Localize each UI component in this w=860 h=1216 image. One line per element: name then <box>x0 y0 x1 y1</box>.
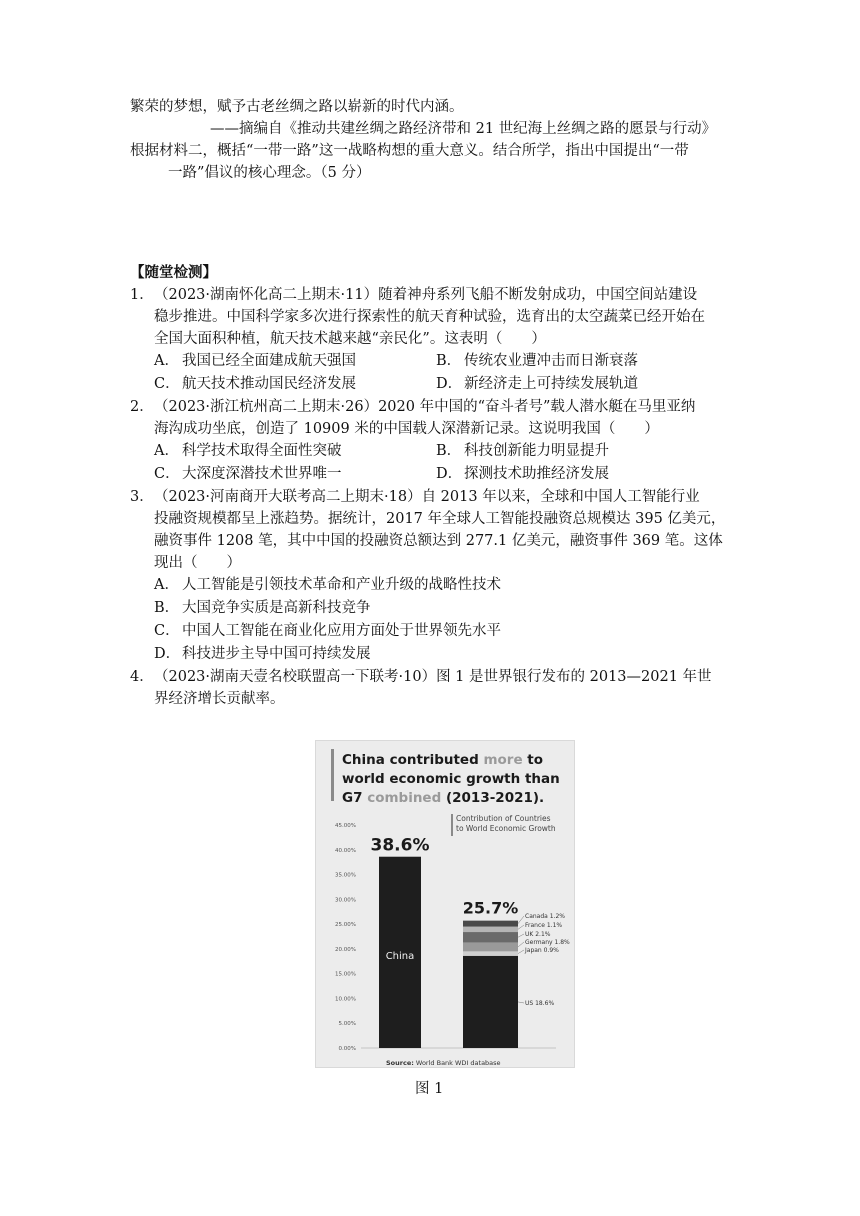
question-stem-line: （2023·湖南天壹名校联盟高一下联考·10）图 1 是世界银行发布的 2013—2021 年世 <box>154 669 712 685</box>
option-c: C． 航天技术推动国民经济发展 <box>154 376 356 392</box>
option-c: C． 大深度深潜技术世界唯一 <box>154 466 342 482</box>
y-tick-label: 0.00% <box>338 1046 356 1052</box>
bar-category-label: China <box>385 951 415 962</box>
y-tick-label: 35.00% <box>335 872 356 879</box>
option-a: A． 科学技术取得全面性突破 <box>154 443 342 459</box>
bar-segment-us <box>463 956 518 1048</box>
segment-leader-line <box>518 950 524 954</box>
option-c: C． 中国人工智能在商业化应用方面处于世界领先水平 <box>154 623 501 639</box>
question-stem-line: 全国大面积种植，航天技术越来越“亲民化”。这表明（ ） <box>154 331 546 347</box>
question-stem-line: 融资事件 1208 笔，其中中国的投融资总额达到 277.1 亿美元，融资事件 369 笔。这体 <box>154 533 723 549</box>
y-tick-label: 10.00% <box>335 996 356 1003</box>
segment-leader-line <box>518 925 524 929</box>
segment-label: Japan 0.9% <box>525 947 559 954</box>
segment-label: France 1.1% <box>525 922 563 929</box>
section-title: 【随堂检测】 <box>130 264 217 281</box>
options-q1 <box>130 350 740 396</box>
y-tick-label: 25.00% <box>335 922 356 929</box>
y-tick-label: 5.00% <box>338 1021 356 1028</box>
option-d: D． 新经济走上可持续发展轨道 <box>436 376 638 392</box>
bar-segment-uk <box>463 932 518 942</box>
question-3 <box>130 486 740 574</box>
document-page <box>130 96 740 710</box>
segment-leader-line <box>518 934 524 937</box>
option-d: D． 科技进步主导中国可持续发展 <box>154 646 371 662</box>
chart-plot <box>316 741 575 1068</box>
question-stem-line: 投融资规模都呈上涨趋势。据统计，2017 年全球人工智能投融资总规模达 395 亿美元， <box>154 511 726 527</box>
figure-caption: 图 1 <box>415 1081 444 1097</box>
chart-title: China contributed more to world economic growth than G7 combined (2013-2021). <box>342 752 560 806</box>
question-prompt-line: 根据材料二，概括“一带一路”这一战略构想的重大意义。结合所学，指出中国提出“一带 <box>130 143 689 159</box>
material-text: 繁荣的梦想，赋予古老丝绸之路以崭新的时代内涵。 <box>130 99 464 115</box>
material-source: ——摘编自《推动共建丝绸之路经济带和 21 世纪海上丝绸之路的愿景与行动》 <box>210 121 717 137</box>
question-2 <box>130 396 740 440</box>
y-tick-label: 20.00% <box>335 946 356 953</box>
question-stem-line: 界经济增长贡献率。 <box>154 691 285 707</box>
option-a: A． 人工智能是引领技术革命和产业升级的战略性技术 <box>154 577 501 593</box>
question-stem-line: （2023·浙江杭州高二上期末·26）2020 年中国的“奋斗者号”载人潜水艇在马里亚纳 <box>154 399 696 415</box>
question-number: 1． <box>130 287 154 303</box>
option-b: B． 大国竞争实质是高新科技竞争 <box>154 600 371 616</box>
option-a: A． 我国已经全面建成航天强国 <box>154 353 356 369</box>
option-b: B． 传统农业遭冲击而日渐衰落 <box>436 353 638 369</box>
segment-label: US 18.6% <box>525 1000 555 1007</box>
segment-leader-line <box>518 1002 524 1003</box>
chart-source: Source: World Bank WDI database <box>386 1059 501 1067</box>
y-tick-label: 15.00% <box>335 971 356 978</box>
bar-segment-canada <box>463 921 518 927</box>
chart-legend: Contribution of Countries to World Economic Growth <box>456 814 556 833</box>
question-number: 2． <box>130 399 154 415</box>
y-tick-label: 30.00% <box>335 897 356 904</box>
bar-value-label: 38.6% <box>370 835 430 856</box>
question-stem-line: 海沟成功坐底，创造了 10909 米的中国载人深潜新记录。这说明我国（ ） <box>154 421 659 437</box>
bar-segment-japan <box>463 951 518 955</box>
segment-leader-line <box>518 942 524 947</box>
question-stem-line: 现出（ ） <box>154 555 241 571</box>
question-number: 3． <box>130 489 154 505</box>
y-tick-label: 40.00% <box>335 847 356 854</box>
question-stem-line: （2023·湖南怀化高二上期末·11）随着神舟系列飞船不断发射成功，中国空间站建设 <box>154 287 698 303</box>
question-prompt-line: 一路”倡议的核心理念。（5 分） <box>168 165 371 181</box>
bar-segment-germany <box>463 942 518 951</box>
question-stem-line: （2023·河南商开大联考高二上期末·18）自 2013 年以来，全球和中国人工智能行业 <box>154 489 700 505</box>
bar-segment-france <box>463 927 518 932</box>
segment-leader-line <box>518 916 524 924</box>
y-tick-label: 45.00% <box>335 823 356 829</box>
options-q2 <box>130 440 740 486</box>
figure-1-chart <box>315 740 575 1068</box>
bar-value-label: 25.7% <box>462 898 519 918</box>
segment-label: Germany 1.8% <box>525 939 570 946</box>
options-q3 <box>130 574 740 666</box>
option-d: D． 探测技术助推经济发展 <box>436 466 609 482</box>
option-b: B． 科技创新能力明显提升 <box>436 443 609 459</box>
segment-label: UK 2.1% <box>525 931 551 938</box>
segment-label: Canada 1.2% <box>525 913 565 920</box>
question-stem-line: 稳步推进。中国科学家多次进行探索性的航天育种试验，选育出的太空蔬菜已经开始在 <box>154 309 705 325</box>
question-4 <box>130 666 740 710</box>
question-number: 4． <box>130 669 154 685</box>
question-1 <box>130 284 740 350</box>
